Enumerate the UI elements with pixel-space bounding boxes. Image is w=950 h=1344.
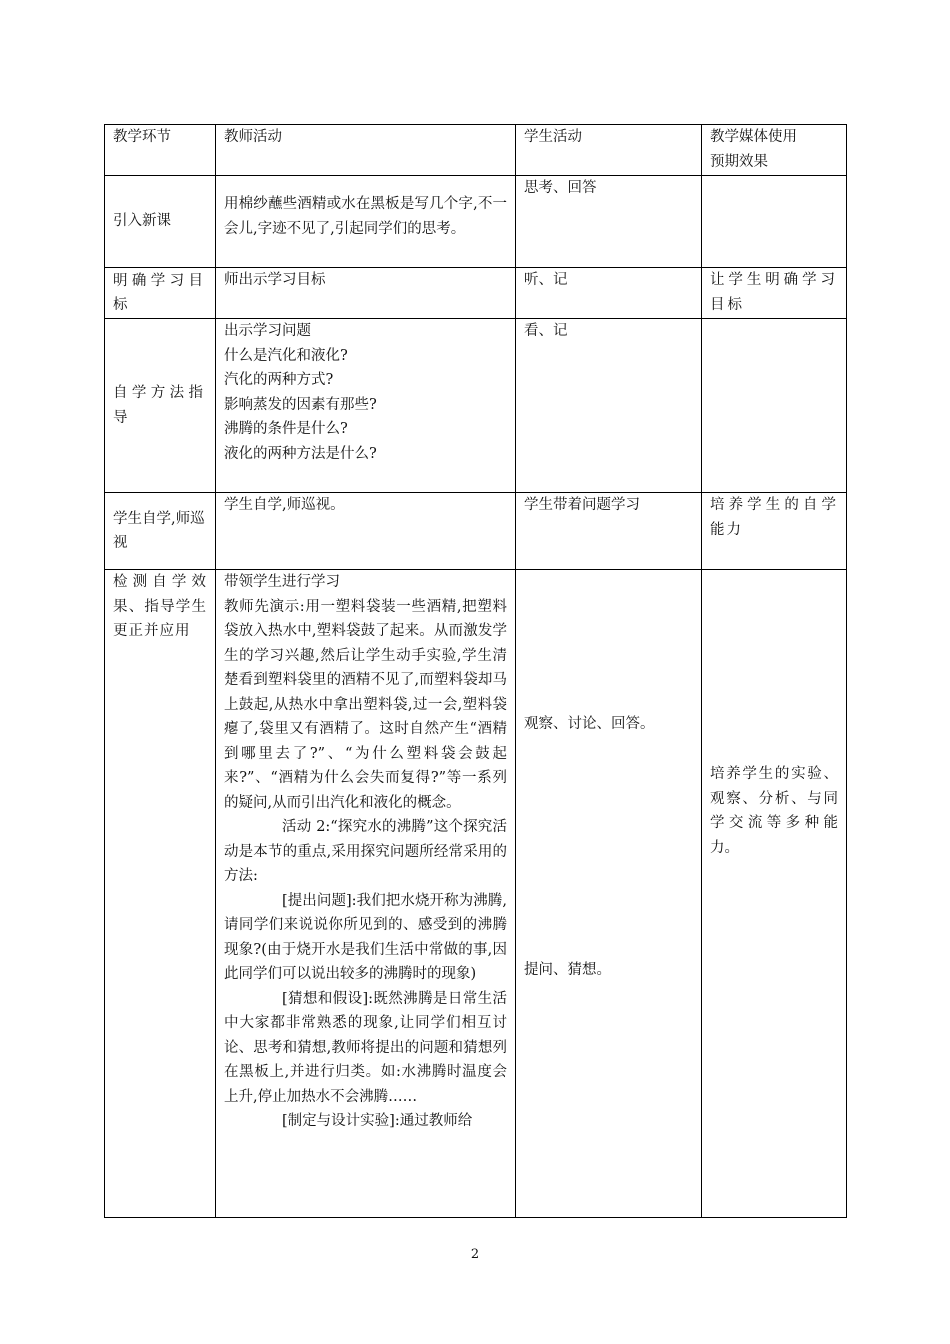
media-cell [702, 176, 847, 268]
stage-cell: 学生自学,师巡视 [105, 493, 216, 570]
teacher-cell: 师出示学习目标 [216, 268, 516, 319]
header-media-line1: 教学媒体使用 [710, 129, 797, 145]
student-cell: 看、记 [516, 319, 702, 493]
media-cell [702, 319, 847, 493]
teacher-paragraph: 带领学生进行学习 [224, 574, 340, 590]
header-teacher-activity: 教师活动 [216, 125, 516, 176]
stage-cell: 引入新课 [105, 176, 216, 268]
row-intro [105, 176, 847, 268]
teacher-paragraph: [提出问题]:我们把水烧开称为沸腾,请同学们来说说你所见到的、感受到的沸腾现象?(由于烧开水是我们生活中常做的事,因此同学们可以说出较多的沸腾时的现象) [224, 892, 507, 982]
teacher-line: 影响蒸发的因素有那些? [224, 396, 377, 413]
media-cell: 培养学生的自学能力 [702, 493, 847, 570]
student-text: 观察、讨论、回答。 [524, 716, 655, 732]
teacher-line: 沸腾的条件是什么? [224, 421, 348, 437]
row-check-apply [105, 570, 847, 1218]
teacher-cell [216, 176, 516, 268]
teacher-line: 汽化的两种方式? [224, 372, 334, 388]
stage-cell: 自学方法指导 [105, 319, 216, 493]
stage-cell: 检测自学效果、指导学生更正并应用 [105, 570, 216, 1218]
student-text: 提问、猜想。 [524, 962, 611, 978]
teacher-paragraph: 活动 2:“探究水的沸腾”这个探究活动是本节的重点,采用探究问题所经常采用的方法: [224, 819, 507, 884]
header-media-effect [702, 125, 847, 176]
teacher-cell: 学生自学,师巡视。 [216, 493, 516, 570]
teacher-line: 液化的两种方法是什么? [224, 445, 377, 462]
header-student-activity: 学生活动 [516, 125, 702, 176]
row-objectives [105, 268, 847, 319]
row-method [105, 319, 847, 493]
teacher-text: 用棉纱蘸些酒精或水在黑板是写几个字,不一会儿,字迹不见了,引起同学们的思考。 [224, 196, 507, 237]
page-number: 2 [470, 1247, 480, 1262]
media-cell: 让学生明确学习目标 [702, 268, 847, 319]
teacher-line: 什么是汽化和液化? [224, 347, 348, 364]
teacher-line: 出示学习问题 [224, 323, 311, 339]
header-row [105, 125, 847, 176]
row-self-study [105, 493, 847, 570]
student-cell: 思考、回答 [516, 176, 702, 268]
media-cell [702, 570, 847, 1218]
media-text: 培养学生的实验、观察、分析、与同学交流等多种能力。 [710, 766, 838, 856]
teacher-paragraph: [制定与设计实验]:通过教师给 [282, 1113, 473, 1129]
teacher-paragraph: 教师先演示:用一塑料袋装一些酒精,把塑料袋放入热水中,塑料袋鼓了起来。从而激发学生的学习兴趣,然后让学生动手实验,学生清楚看到塑料袋里的酒精不见了,而塑料袋却马上鼓起,从热水中拿出塑料袋,过一会,塑料袋瘪了,袋里又有酒精了。这时自然产生“酒精到哪里去了?”、“为什么塑料袋会鼓起来?”、“酒精为什么会失而复得?”等一系列的疑问,从而引出汽化和液化的概念。 [224, 598, 507, 811]
lesson-plan-table [104, 124, 847, 1218]
stage-cell: 明确学习目标 [105, 268, 216, 319]
teacher-paragraph: [猜想和假设]:既然沸腾是日常生活中大家都非常熟悉的现象,让同学们相互讨论、思考和猜想,教师将提出的问题和猜想列在黑板上,并进行归类。如:水沸腾时温度会上升,停止加热水不会沸腾…… [224, 990, 507, 1105]
student-cell [516, 570, 702, 1218]
header-media-line2: 预期效果 [710, 153, 768, 170]
student-cell: 听、记 [516, 268, 702, 319]
header-stage: 教学环节 [105, 125, 216, 176]
teacher-cell [216, 319, 516, 493]
student-cell: 学生带着问题学习 [516, 493, 702, 570]
teacher-cell [216, 570, 516, 1218]
